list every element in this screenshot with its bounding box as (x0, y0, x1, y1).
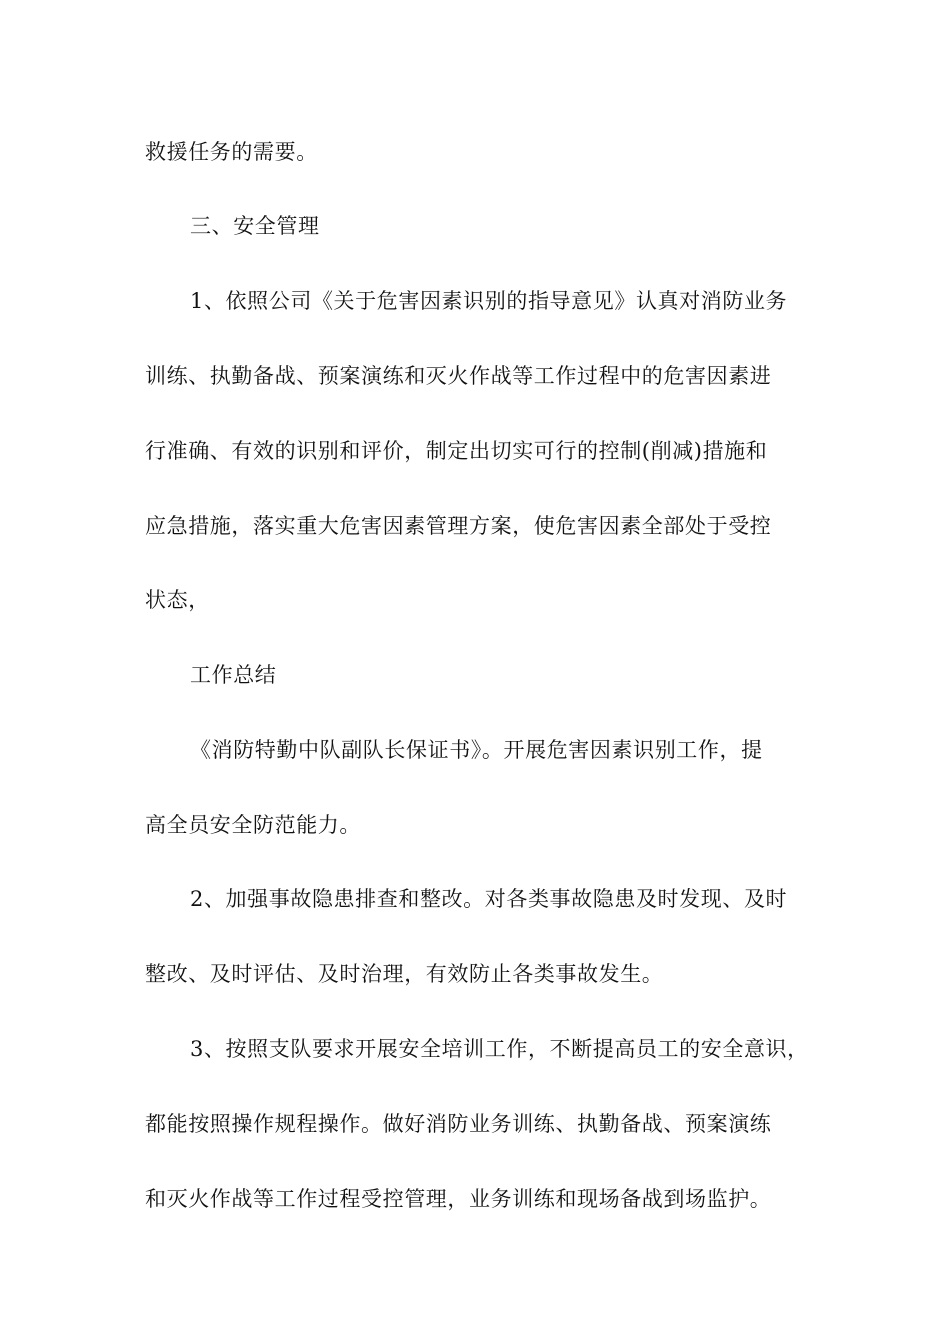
section-heading: 三、安全管理 (190, 214, 320, 238)
text-line: 《消防特勤中队副队长保证书》。开展危害因素识别工作，提 (190, 738, 763, 762)
text-line: 工作总结 (190, 663, 277, 687)
text-line: 行准确、有效的识别和评价，制定出切实可行的控制(削减)措施和 (145, 439, 768, 463)
text-line: 应急措施，落实重大危害因素管理方案，使危害因素全部处于受控 (145, 514, 772, 538)
text-line: 整改、及时评估、及时治理，有效防止各类事故发生。 (145, 962, 664, 986)
text-line: 3、按照支队要求开展安全培训工作，不断提高员工的安全意识， (190, 1037, 809, 1061)
text-line: 训练、执勤备战、预案演练和灭火作战等工作过程中的危害因素进 (145, 364, 772, 388)
text-line: 救援任务的需要。 (145, 140, 318, 164)
text-line: 高全员安全防范能力。 (145, 813, 361, 837)
text-line: 和灭火作战等工作过程受控管理，业务训练和现场备战到场监护。 (145, 1187, 772, 1211)
text-line: 都能按照操作规程操作。做好消防业务训练、执勤备战、预案演练 (145, 1112, 772, 1136)
text-line: 1、依照公司《关于危害因素识别的指导意见》认真对消防业务 (190, 289, 788, 313)
text-line: 2、加强事故隐患排查和整改。对各类事故隐患及时发现、及时 (190, 887, 788, 911)
text-line: 状态， (145, 588, 210, 612)
